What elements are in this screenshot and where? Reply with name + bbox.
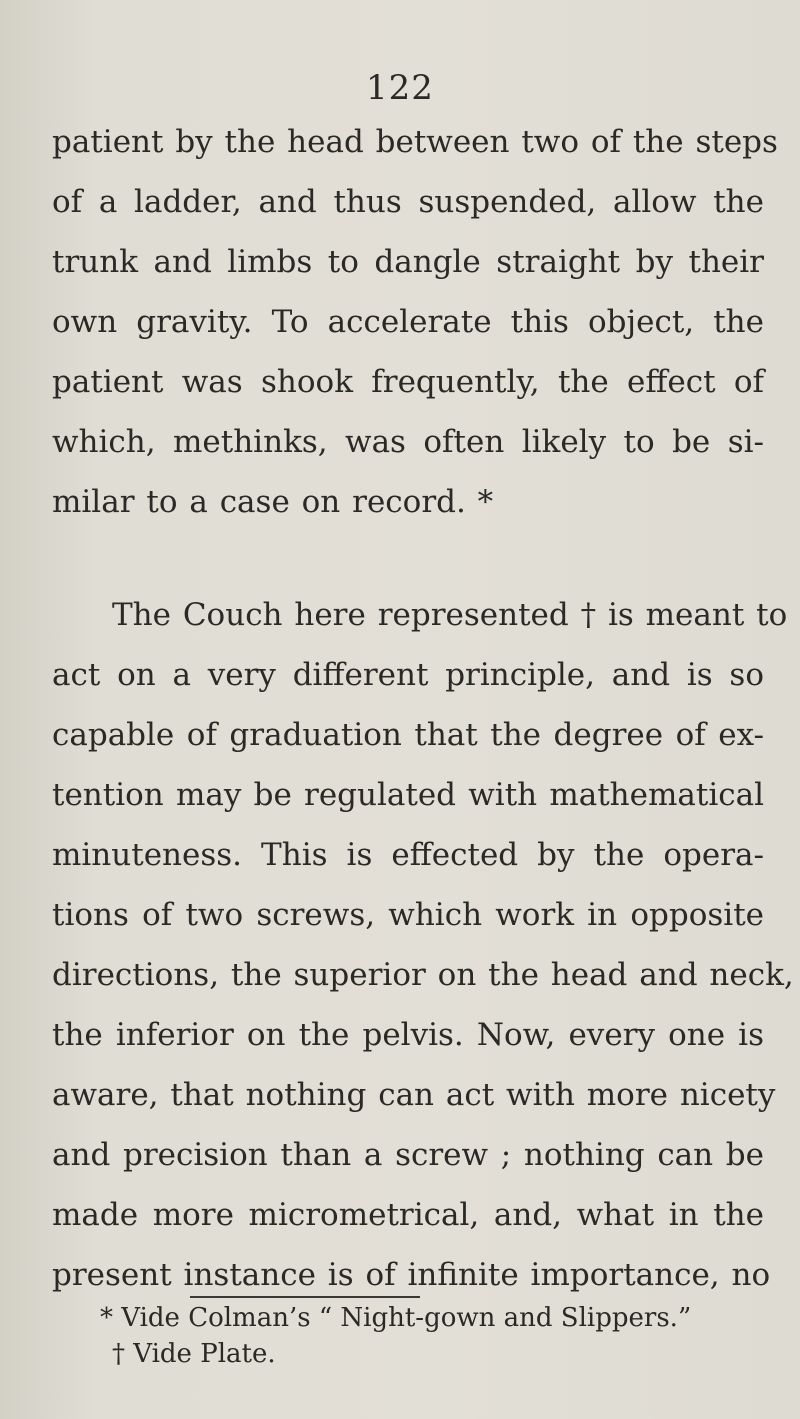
text-line: milar to a case on record. * xyxy=(52,484,494,520)
text-line: of a ladder, and thus suspended, allow the xyxy=(52,184,764,220)
page-number: 122 xyxy=(366,68,434,108)
text-line: act on a very different principle, and is so xyxy=(52,657,764,693)
footnote-2: † Vide Plate. xyxy=(112,1339,276,1369)
text-line: patient was shook frequently, the effect of xyxy=(52,364,764,400)
text-line: minuteness. This is effected by the opera- xyxy=(52,837,764,873)
text-line: present instance is of infinite importance, no xyxy=(52,1257,771,1293)
footnote-rule xyxy=(190,1296,420,1298)
text-line: tention may be regulated with mathematical xyxy=(52,777,764,813)
text-line: which, methinks, was often likely to be si- xyxy=(52,424,764,460)
text-line: capable of graduation that the degree of ex- xyxy=(52,717,764,753)
text-line: and precision than a screw ; nothing can be xyxy=(52,1137,764,1173)
footnotes xyxy=(100,1300,760,1372)
text-line: the inferior on the pelvis. Now, every one is xyxy=(52,1017,764,1053)
text-line: own gravity. To accelerate this object, the xyxy=(52,304,764,340)
paragraph-2 xyxy=(52,585,794,1305)
paragraph-1 xyxy=(52,112,778,532)
text-line: tions of two screws, which work in opposite xyxy=(52,897,764,933)
footnote-1: * Vide Colman’s “ Night-gown and Slippers.” xyxy=(100,1303,692,1333)
text-line: made more micrometrical, and, what in the xyxy=(52,1197,764,1233)
text-line: aware, that nothing can act with more nicety xyxy=(52,1077,776,1113)
text-line: trunk and limbs to dangle straight by their xyxy=(52,244,764,280)
text-line: directions, the superior on the head and neck, xyxy=(52,957,794,993)
text-line: patient by the head between two of the steps xyxy=(52,124,778,160)
text-line: The Couch here represented † is meant to xyxy=(112,597,788,633)
